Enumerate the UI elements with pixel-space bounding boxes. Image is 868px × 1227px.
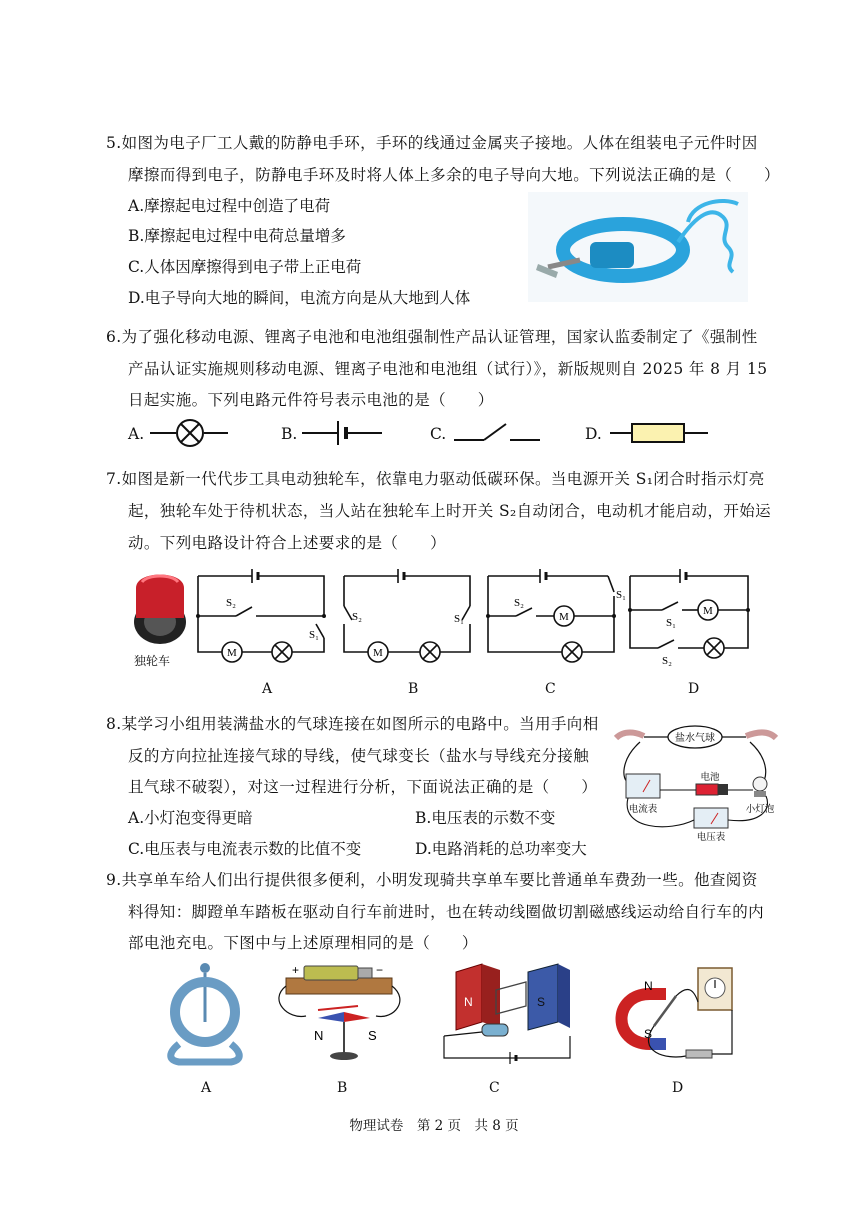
circuit-a-motor: M (227, 647, 237, 659)
switch-symbol (454, 418, 540, 448)
q7-caption-a: A (262, 681, 273, 697)
bulb-label: 小灯泡 (745, 804, 775, 815)
circuit-a (196, 568, 331, 668)
voltmeter-label: 电压表 (696, 832, 726, 843)
antistatic-wristband-image (528, 192, 748, 302)
circuit-c (486, 568, 626, 668)
q5-stem-line1: 5.如图为电子厂工人戴的防静电手环，手环的线通过金属夹子接地。人体在组装电子元件时因 (106, 134, 758, 152)
q6-stem-line2: 产品认证实施规则移动电源、锂离子电池和电池组（试行）》，新版规则自 2025 年 8 月 15 (128, 360, 768, 378)
circuit-c-s1: S₁ (616, 589, 626, 601)
q9-caption-b: B (337, 1080, 348, 1096)
q5-option-a: A.摩擦起电过程中创造了电荷 (128, 197, 331, 215)
q7-stem-line3: 动。下列电路设计符合上述要求的是（ ） (128, 534, 447, 552)
circuit-d-motor: M (703, 605, 713, 617)
q6-stem-line1: 6.为了强化移动电源、锂离子电池和电池组强制性产品认证管理，国家认监委制定了《强制性 (106, 328, 758, 346)
q9-caption-d: D (672, 1080, 684, 1096)
q8-option-d: D.电路消耗的总功率变大 (415, 840, 587, 858)
circuit-b-s2: S₂ (352, 611, 362, 623)
figure-c-n: N (464, 995, 473, 1009)
unicycle-caption: 独轮车 (134, 654, 171, 668)
figure-d-s: S (644, 1027, 653, 1041)
figure-b-s: S (368, 1028, 377, 1043)
figure-c-s: S (537, 995, 546, 1009)
q9-caption-a: A (201, 1080, 212, 1096)
q9-stem-line1: 9.共享单车给人们出行提供很多便利，小明发现骑共享单车要比普通单车费劲一些。他查阅资 (106, 871, 758, 889)
circuit-c-motor: M (559, 611, 569, 623)
figure-d-n: N (644, 979, 653, 993)
circuit-b-s1: S₁ (454, 613, 464, 625)
q6-option-b-label: B. (281, 425, 298, 443)
q5-option-b: B.摩擦起电过程中电荷总量增多 (128, 227, 346, 245)
q7-stem-line1: 7.如图是新一代代步工具电动独轮车，依靠电力驱动低碳环保。当电源开关 S₁闭合时指示灯亮 (106, 470, 765, 488)
q8-stem-line2: 反的方向拉扯连接气球的导线，使气球变长（盐水与导线充分接触 (128, 747, 590, 765)
page-footer: 物理试卷 第 2 页 共 8 页 (349, 1118, 519, 1134)
circuit-d-s2: S₂ (662, 655, 672, 667)
ammeter-label: 电流表 (628, 804, 658, 815)
q5-option-d: D.电子导向大地的瞬间，电流方向是从大地到人体 (128, 289, 471, 307)
q8-option-a: A.小灯泡变得更暗 (128, 809, 253, 827)
circuit-d (628, 568, 753, 668)
q9-stem-line3: 部电池充电。下图中与上述原理相同的是（ ） (128, 934, 478, 952)
circuit-a-s2: S₂ (226, 597, 236, 609)
q6-option-c-label: C. (430, 425, 447, 443)
q5-option-c: C.人体因摩擦得到电子带上正电荷 (128, 258, 362, 276)
circuit-d-s1: S₁ (666, 617, 676, 629)
figure-d-galvanometer-circuit (606, 960, 741, 1065)
lamp-symbol (150, 418, 230, 448)
resistor-symbol (610, 418, 710, 448)
circuit-c-s2: S₂ (514, 597, 524, 609)
figure-c-motor-generator (440, 960, 575, 1065)
svg-text:+: + (292, 963, 300, 977)
unicycle-image (128, 568, 192, 648)
circuit-b (342, 568, 477, 668)
q8-option-c: C.电压表与电流表示数的比值不变 (128, 840, 362, 858)
q9-caption-c: C (489, 1080, 500, 1096)
battery-symbol (302, 418, 382, 448)
q9-stem-line2: 料得知：脚蹬单车踏板在驱动自行车前进时，也在转动线圈做切割磁感线运动给自行车的内 (128, 903, 765, 921)
svg-text:−: − (376, 963, 384, 977)
q5-stem-line2: 摩擦而得到电子，防静电手环及时将人体上多余的电子导向大地。下列说法正确的是（ ） (128, 166, 780, 184)
battery-label: 电池 (700, 772, 720, 783)
balloon-circuit-figure (610, 720, 780, 845)
q8-option-b: B.电压表的示数不变 (415, 809, 556, 827)
q8-stem-line1: 8.某学习小组用装满盐水的气球连接在如图所示的电路中。当用手向相 (106, 715, 599, 733)
circuit-a-s1: S₁ (309, 629, 319, 641)
q7-caption-b: B (408, 681, 419, 697)
q6-stem-line3: 日起实施。下列电路元件符号表示电池的是（ ） (128, 391, 494, 409)
q7-caption-d: D (688, 681, 700, 697)
q7-caption-c: C (545, 681, 556, 697)
balloon-label: 盐水气球 (675, 733, 715, 744)
circuit-b-motor: M (373, 647, 383, 659)
q7-stem-line2: 起，独轮车处于待机状态，当人站在独轮车上时开关 S₂自动闭合，电动机才能启动，开始运 (128, 502, 772, 520)
figure-b-electromagnet (278, 960, 408, 1065)
q6-option-d-label: D. (585, 425, 602, 443)
figure-a-ring-stand (165, 960, 245, 1065)
q6-option-a-label: A. (128, 425, 145, 443)
figure-b-n: N (314, 1028, 324, 1043)
q8-stem-line3: 且气球不破裂），对这一过程进行分析，下面说法正确的是（ ） (128, 778, 598, 796)
